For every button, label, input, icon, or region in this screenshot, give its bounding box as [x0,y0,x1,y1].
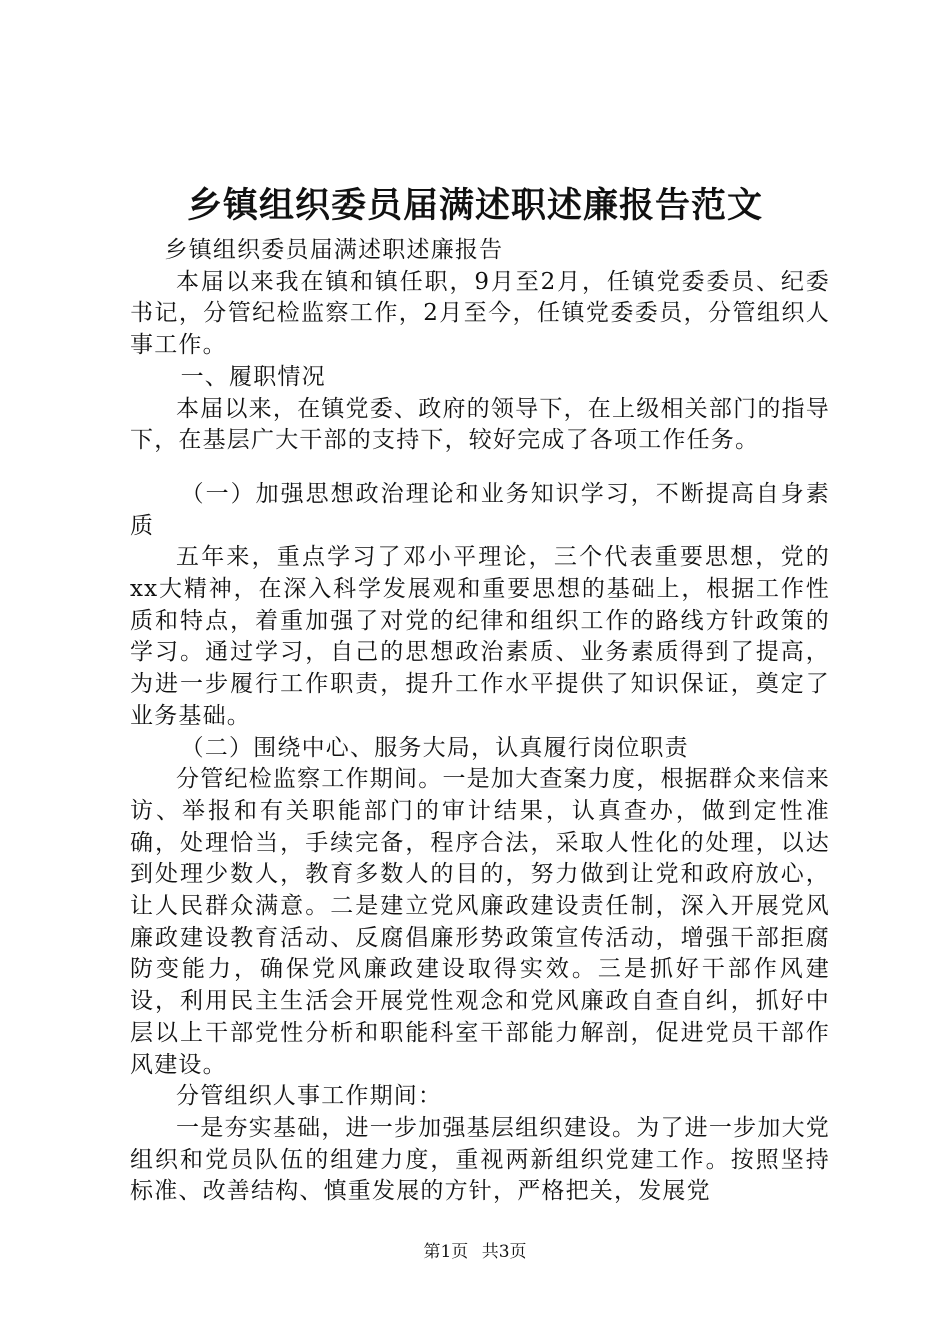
subsection-heading-responsibilities: （二）围绕中心、服务大局，认真履行岗位职责 [180,734,689,761]
page-footer [0,1240,950,1264]
paragraph-discipline-work: 分管纪检监察工作期间。一是加大查案力度，根据群众来信来访、举报和有关职能部门的审计结果，认真查办，做到定性准确，处理恰当，手续完备，程序合法，采取人性化的处理，以达到处理少数人，教育多数人的目的，努力做到让党和政府放心，让人民群众满意。二是建立党风廉政建设责任制，深入开展党风廉政建设教育活动、反腐倡廉形势政策宣传活动，增强干部拒腐防变能力，确保党风廉政建设取得实效。三是抓好干部作风建设，利用民主生活会开展党性观念和党风廉政自查自纠，抓好中层以上干部党性分析和职能科室干部能力解剖，促进党员干部作风建设。 [130,766,830,1078]
section-heading-duties: 一、履职情况 [180,363,326,390]
paragraph-overview: 本届以来，在镇党委、政府的领导下，在上级相关部门的指导下，在基层广大干部的支持下，较好完成了各项工作任务。 [130,395,830,454]
subsection-heading-study: （一）加强思想政治理论和业务知识学习，不断提高自身素质 [130,480,830,539]
page-total: 共3页 [481,1242,527,1262]
paragraph-intro: 本届以来我在镇和镇任职，9月至2月，任镇党委委员、纪委书记，分管纪检监察工作，2月至今，任镇党委委员，分管组织人事工作。 [130,268,830,359]
document-title: 乡镇组织委员届满述职述廉报告范文 [186,185,763,226]
paragraph-study: 五年来，重点学习了邓小平理论，三个代表重要思想，党的xx大精神，在深入科学发展观和重要思想的基础上，根据工作性质和特点，着重加强了对党的纪律和组织工作的路线方针政策的学习。通过学习，自己的思想政治素质、业务素质得到了提高，为进一步履行工作职责，提升工作水平提供了知识保证，奠定了业务基础。 [130,544,830,729]
paragraph-organization-intro: 分管组织人事工作期间： [176,1083,443,1110]
paragraph-gap [130,457,830,479]
report-subtitle: 乡镇组织委员届满述职述廉报告 [164,237,504,263]
page-number: 第1页 [423,1242,469,1262]
document-body [130,235,830,1208]
paragraph-organization-work: 一是夯实基础，进一步加强基层组织建设。为了进一步加大党组织和党员队伍的组建力度，重视两新组织党建工作。按照坚持标准、改善结构、慎重发展的方针，严格把关，发展党 [130,1114,830,1205]
